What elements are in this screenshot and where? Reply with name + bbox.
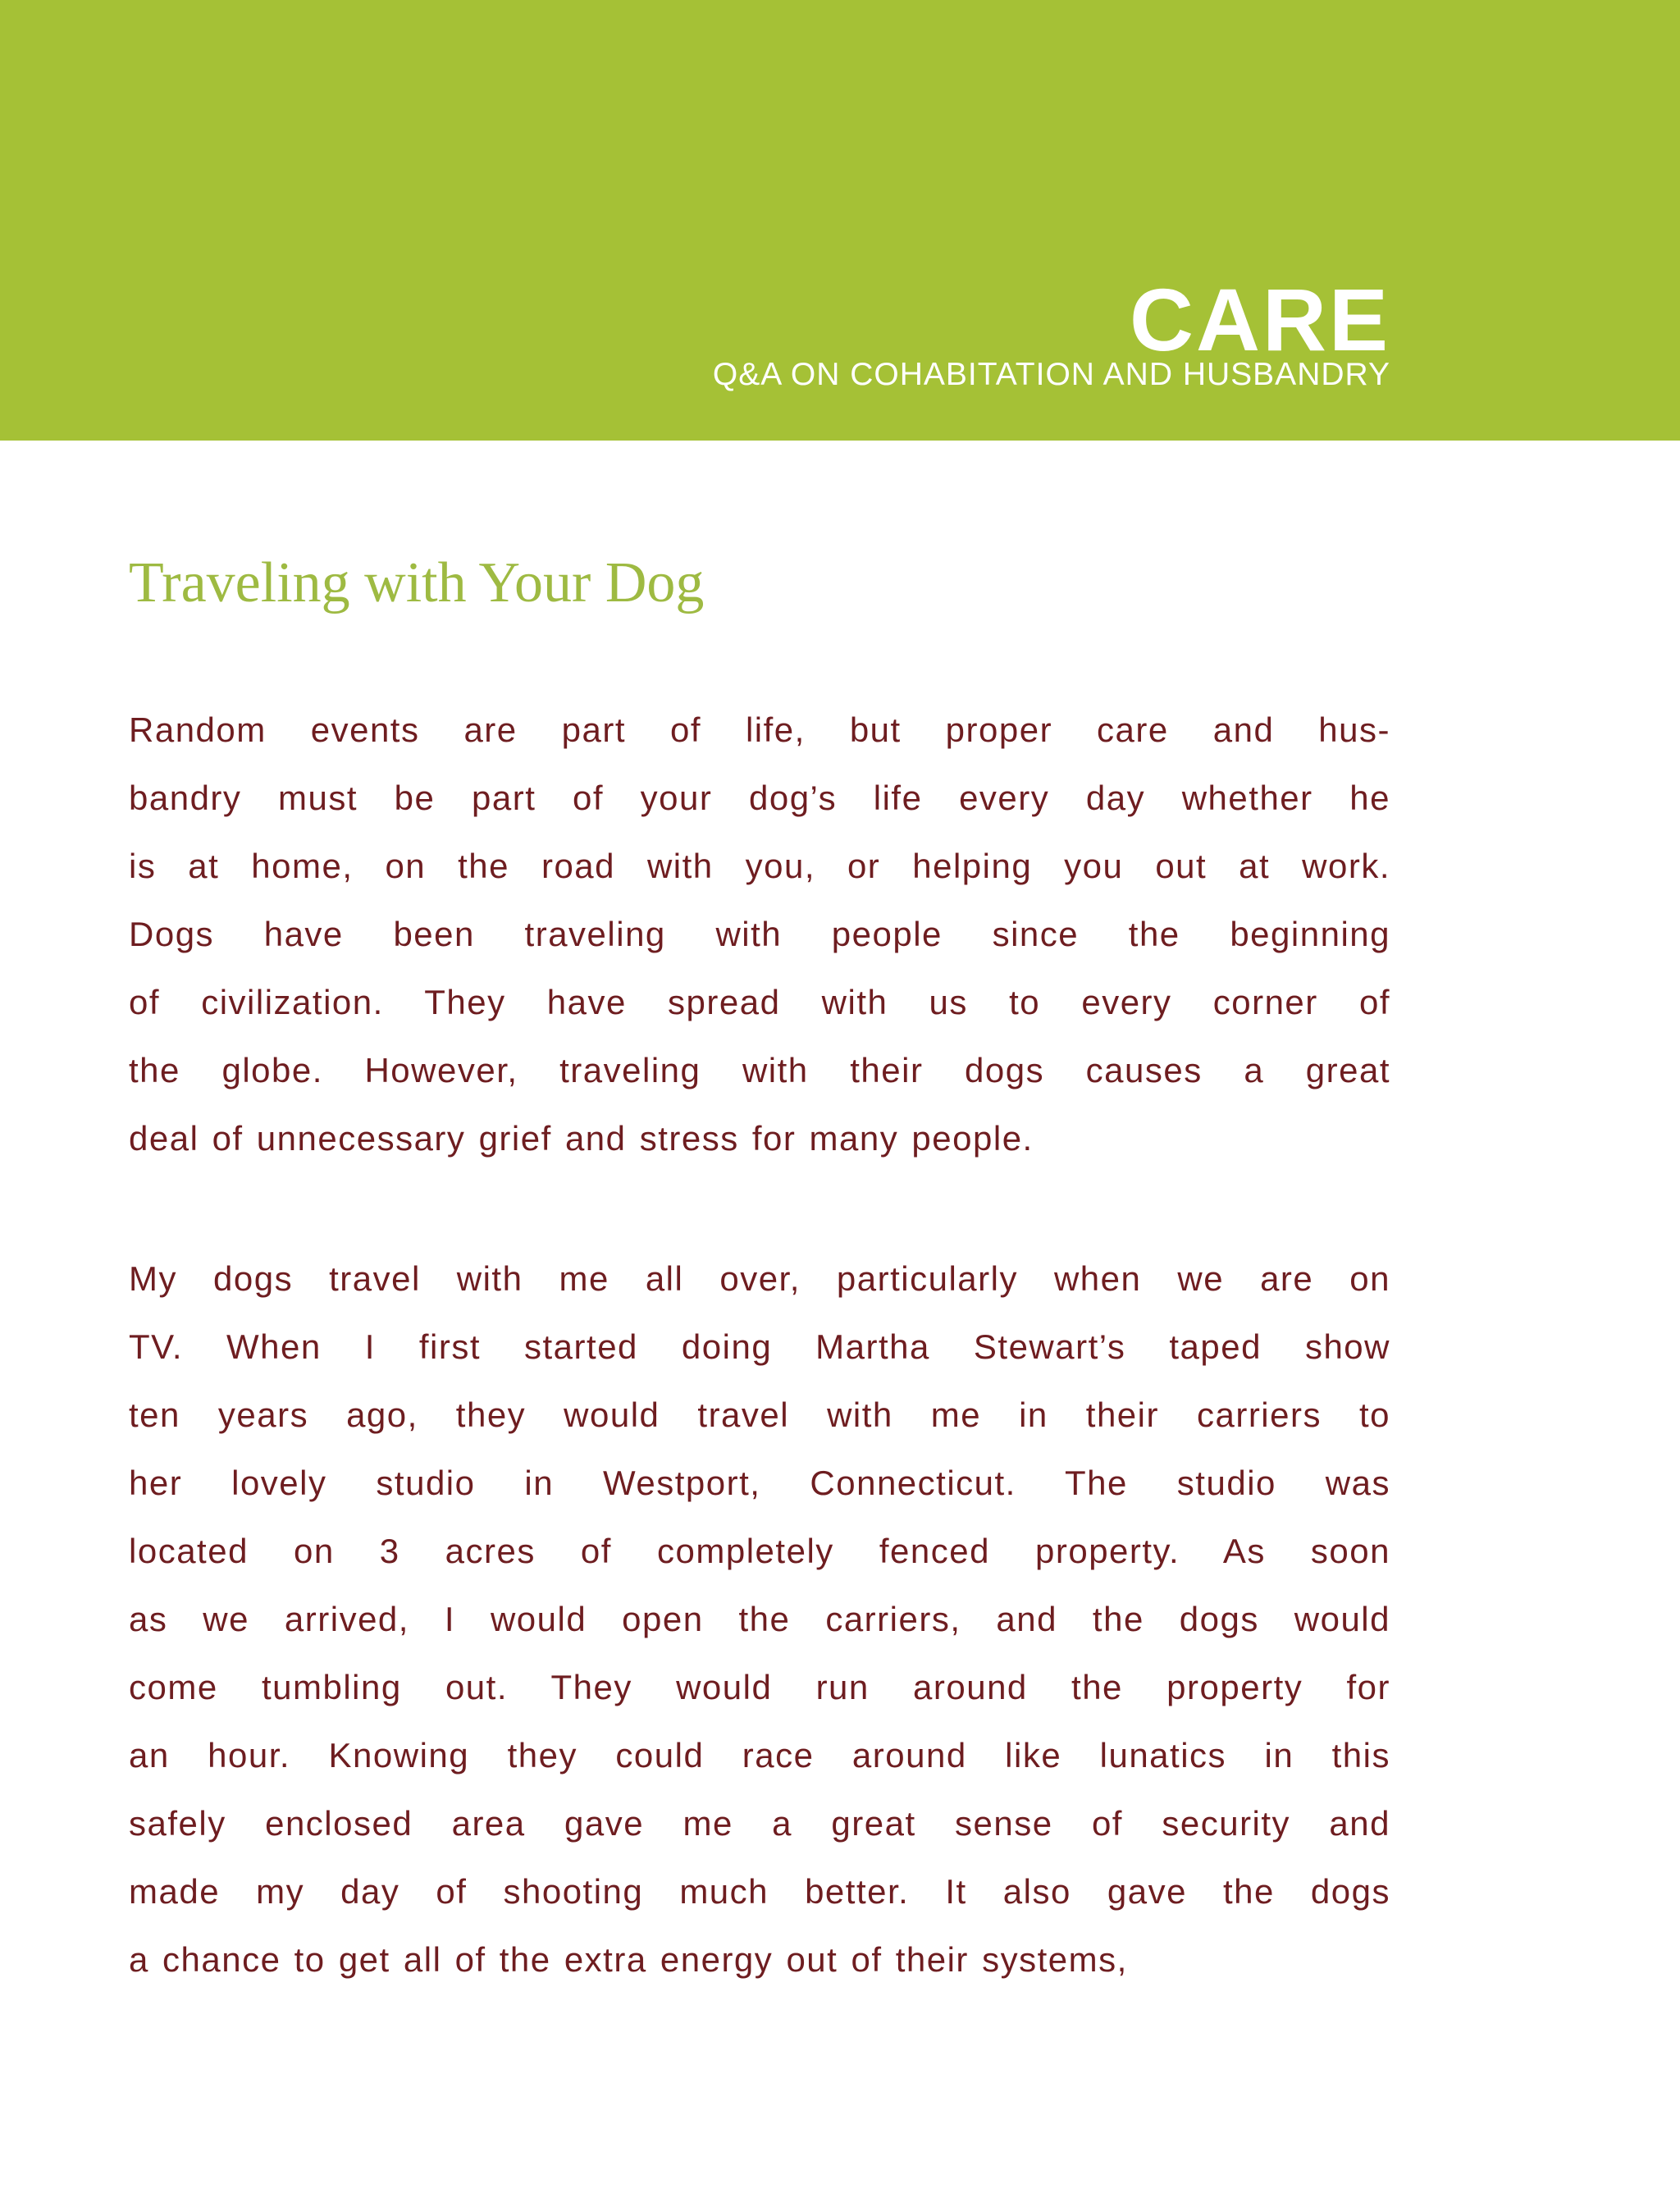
body-line: an hour. Knowing they could race around like lunatics in this <box>129 1736 1390 1774</box>
paragraph <box>129 696 1390 1172</box>
chapter-subtitle: Q&A ON COHABITATION AND HUSBANDRY <box>712 357 1390 392</box>
body-line: safely enclosed area gave me a great sense of security and <box>129 1804 1390 1843</box>
section-heading: Traveling with Your Dog <box>129 551 705 614</box>
body-line: come tumbling out. They would run around the property for <box>129 1668 1390 1706</box>
chapter-header-band <box>0 0 1680 441</box>
body-line: ten years ago, they would travel with me in their carriers to <box>129 1395 1390 1434</box>
body-line: TV. When I first started doing Martha Stewart’s taped show <box>129 1327 1390 1366</box>
body-line: located on 3 acres of completely fenced property. As soon <box>129 1532 1390 1570</box>
chapter-title: CARE <box>1129 270 1390 369</box>
body-line: My dogs travel with me all over, particularly when we are on <box>129 1259 1390 1298</box>
body-line: bandry must be part of your dog’s life every day whether he <box>129 779 1390 817</box>
body-line: Random events are part of life, but proper care and hus- <box>129 710 1390 749</box>
body-line: as we arrived, I would open the carriers, and the dogs would <box>129 1600 1390 1638</box>
body-line: a chance to get all of the extra energy out of their systems, <box>129 1940 1128 1979</box>
body-text <box>129 696 1390 1994</box>
body-line: of civilization. They have spread with us to every corner of <box>129 983 1390 1021</box>
body-line: made my day of shooting much better. It also gave the dogs <box>129 1872 1390 1911</box>
body-line: Dogs have been traveling with people since the beginning <box>129 915 1390 953</box>
paragraph <box>129 1245 1390 1994</box>
body-line: her lovely studio in Westport, Connecticut. The studio was <box>129 1464 1390 1502</box>
body-line: deal of unnecessary grief and stress for many people. <box>129 1119 1034 1158</box>
body-line: is at home, on the road with you, or helping you out at work. <box>129 847 1390 885</box>
body-line: the globe. However, traveling with their dogs causes a great <box>129 1051 1390 1089</box>
